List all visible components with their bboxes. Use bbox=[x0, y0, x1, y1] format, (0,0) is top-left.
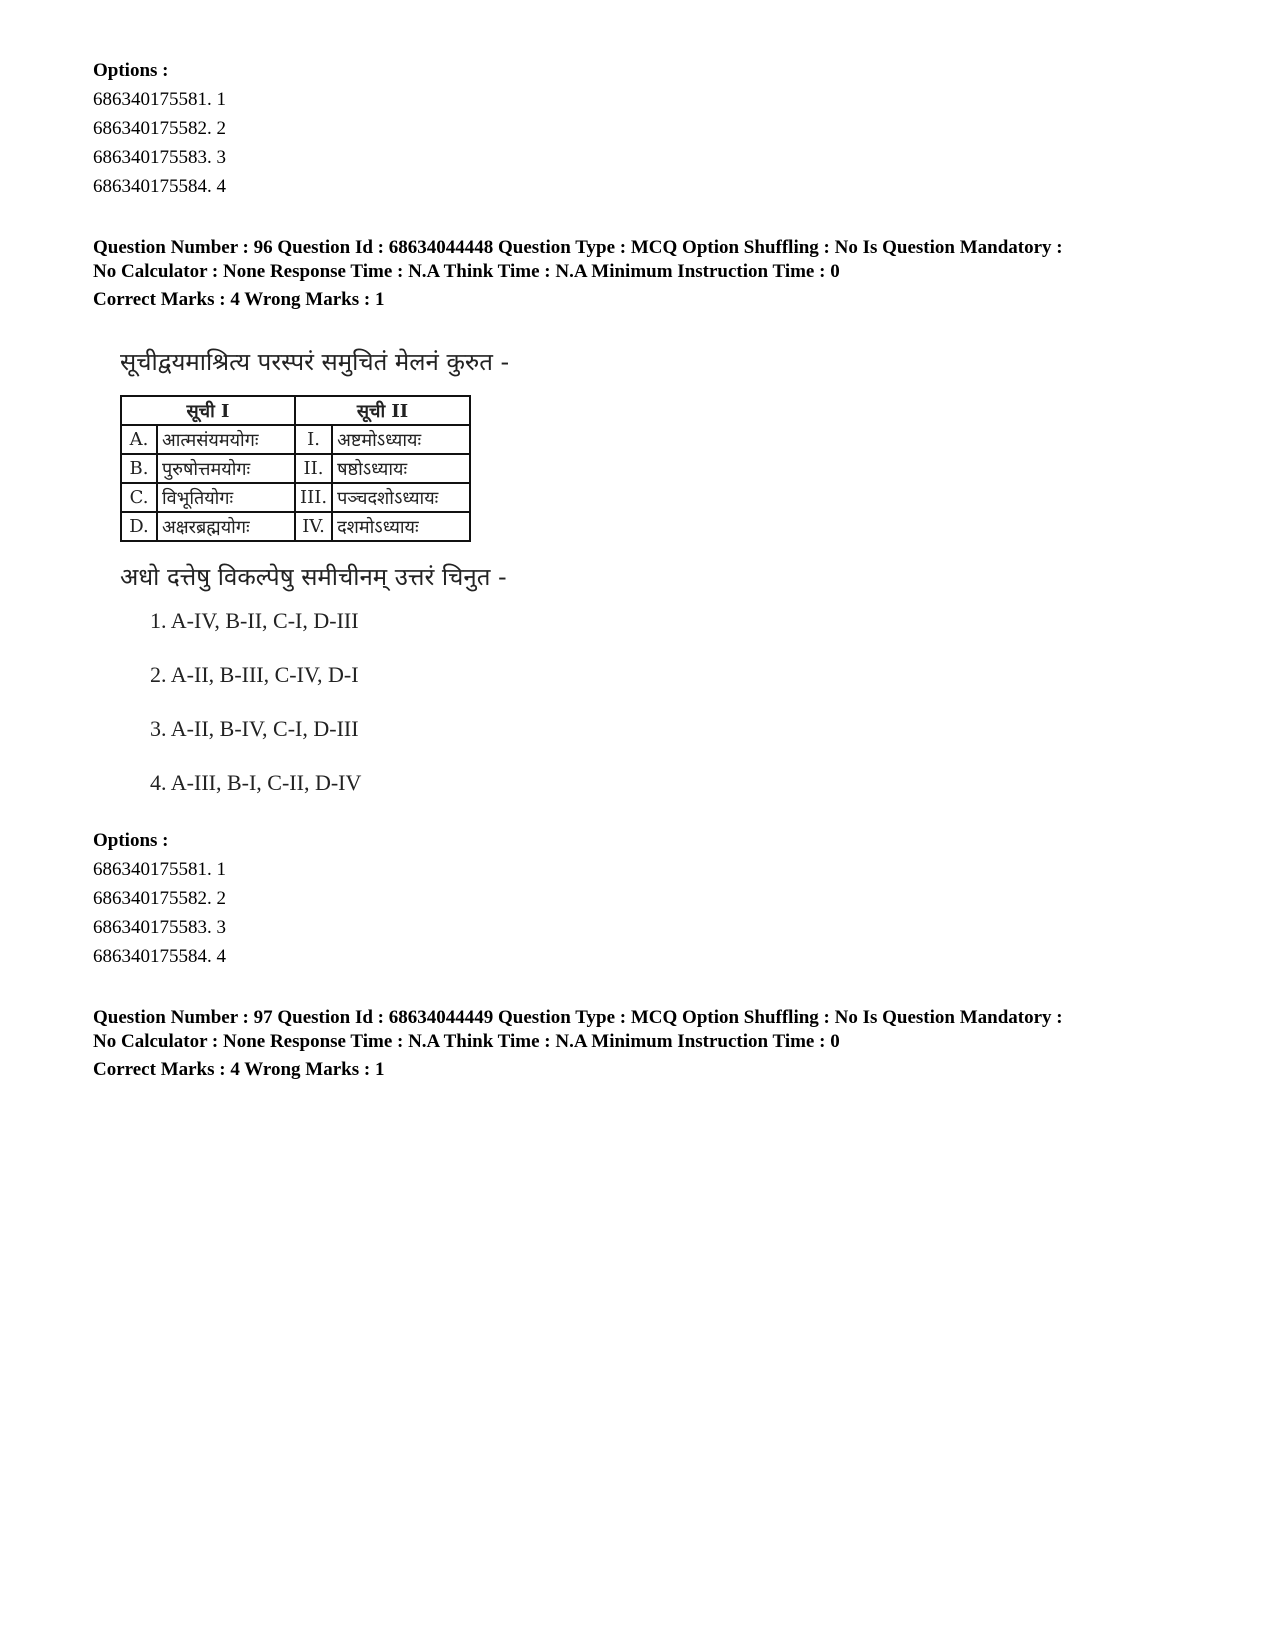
answer-choice: 1. A-IV, B-II, C-I, D-III bbox=[150, 608, 359, 633]
question-96-content bbox=[120, 345, 560, 824]
row-key: D. bbox=[121, 512, 157, 541]
table-header-row bbox=[121, 396, 470, 425]
row-value: विभूतियोगः bbox=[157, 483, 295, 512]
question-96-header bbox=[93, 236, 1203, 311]
table-header-list1: सूची I bbox=[121, 396, 295, 425]
answer-choice: 4. A-III, B-I, C-II, D-IV bbox=[150, 770, 362, 795]
option-item: 686340175582. 2 bbox=[93, 118, 226, 139]
question-header-line2: No Calculator : None Response Time : N.A Think Time : N.A Minimum Instruction Time : 0 bbox=[93, 1031, 840, 1052]
table-row bbox=[121, 454, 470, 483]
row-key: B. bbox=[121, 454, 157, 483]
question-header-line1: Question Number : 96 Question Id : 68634044448 Question Type : MCQ Option Shuffling : No Is Question Mandatory : bbox=[93, 237, 1063, 258]
table-row bbox=[121, 425, 470, 454]
row-key: C. bbox=[121, 483, 157, 512]
option-item: 686340175583. 3 bbox=[93, 917, 226, 938]
row-key: II. bbox=[295, 454, 332, 483]
row-key: I. bbox=[295, 425, 332, 454]
row-key: III. bbox=[295, 483, 332, 512]
row-value: षष्ठोऽध्यायः bbox=[332, 454, 470, 483]
row-value: पञ्चदशोऽध्यायः bbox=[332, 483, 470, 512]
options-label: Options : bbox=[93, 830, 169, 851]
answer-choice: 2. A-II, B-III, C-IV, D-I bbox=[150, 662, 359, 687]
question-header-line1: Question Number : 97 Question Id : 68634044449 Question Type : MCQ Option Shuffling : No Is Question Mandatory : bbox=[93, 1007, 1063, 1028]
answer-choice: 3. A-II, B-IV, C-I, D-III bbox=[150, 716, 359, 741]
table-row bbox=[121, 483, 470, 512]
question-97-header bbox=[93, 1006, 1203, 1081]
row-value: अष्टमोऽध्यायः bbox=[332, 425, 470, 454]
option-item: 686340175583. 3 bbox=[93, 147, 226, 168]
row-key: IV. bbox=[295, 512, 332, 541]
option-item: 686340175581. 1 bbox=[93, 859, 226, 880]
table-header-list2: सूची II bbox=[295, 396, 470, 425]
answer-choices bbox=[150, 608, 560, 796]
options-block-previous bbox=[93, 60, 226, 201]
question-instruction: सूचीद्वयमाश्रित्य परस्परं समुचितं मेलनं कुरुत - bbox=[120, 348, 510, 376]
options-label: Options : bbox=[93, 60, 169, 81]
option-item: 686340175584. 4 bbox=[93, 176, 226, 197]
match-table bbox=[120, 395, 471, 542]
question-prompt: अधो दत्तेषु विकल्पेषु समीचीनम् उत्तरं चिनुत - bbox=[120, 563, 507, 591]
option-item: 686340175582. 2 bbox=[93, 888, 226, 909]
option-item: 686340175584. 4 bbox=[93, 946, 226, 967]
row-value: अक्षरब्रह्मयोगः bbox=[157, 512, 295, 541]
question-header-line2: No Calculator : None Response Time : N.A Think Time : N.A Minimum Instruction Time : 0 bbox=[93, 261, 840, 282]
row-value: दशमोऽध्यायः bbox=[332, 512, 470, 541]
question-96-options bbox=[93, 830, 226, 971]
row-key: A. bbox=[121, 425, 157, 454]
row-value: पुरुषोत्तमयोगः bbox=[157, 454, 295, 483]
row-value: आत्मसंयमयोगः bbox=[157, 425, 295, 454]
question-marks: Correct Marks : 4 Wrong Marks : 1 bbox=[93, 1059, 385, 1080]
table-row bbox=[121, 512, 470, 541]
question-marks: Correct Marks : 4 Wrong Marks : 1 bbox=[93, 289, 385, 310]
option-item: 686340175581. 1 bbox=[93, 89, 226, 110]
